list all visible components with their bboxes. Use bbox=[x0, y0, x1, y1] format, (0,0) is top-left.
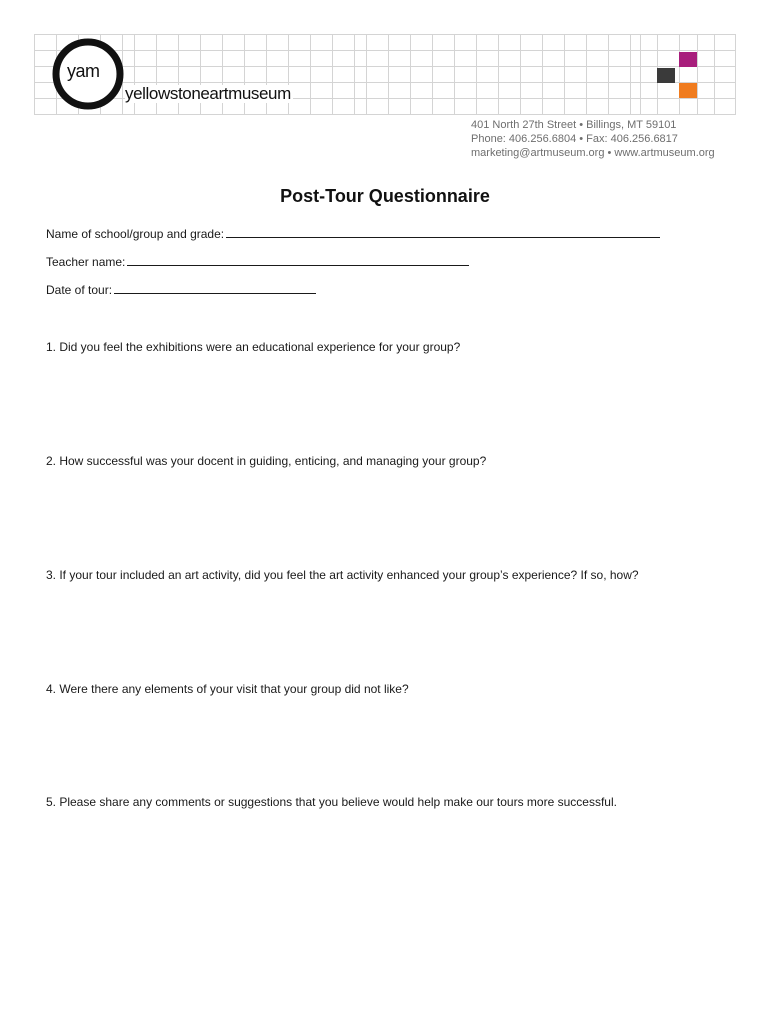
question-3: 3. If your tour included an art activity, did you feel the art activity enhanced your group’s experience? If so, how? bbox=[46, 568, 639, 582]
school-field-label: Name of school/group and grade: bbox=[46, 227, 225, 241]
page-title: Post-Tour Questionnaire bbox=[280, 186, 490, 206]
school-field-line[interactable] bbox=[226, 227, 660, 238]
teacher-field bbox=[46, 255, 469, 269]
question-2: 2. How successful was your docent in guiding, enticing, and managing your group? bbox=[46, 454, 487, 468]
museum-logo bbox=[52, 38, 124, 110]
date-field bbox=[46, 283, 316, 297]
logo-mark: yam bbox=[66, 62, 114, 80]
question-1: 1. Did you feel the exhibitions were an educational experience for your group? bbox=[46, 340, 461, 354]
magenta-square-icon bbox=[679, 52, 697, 67]
address-phone: Phone: 406.256.6804 • Fax: 406.256.6817 bbox=[471, 133, 678, 145]
teacher-field-line[interactable] bbox=[127, 255, 469, 266]
museum-wordmark: yellowstoneartmuseum bbox=[125, 84, 291, 103]
date-field-label: Date of tour: bbox=[46, 283, 113, 297]
question-5: 5. Please share any comments or suggestions that you believe would help make our tours more successful. bbox=[46, 795, 617, 809]
orange-square-icon bbox=[679, 83, 697, 98]
address-street: 401 North 27th Street • Billings, MT 59101 bbox=[471, 119, 677, 131]
date-field-line[interactable] bbox=[114, 283, 316, 294]
dark-square-icon bbox=[657, 68, 675, 83]
question-4: 4. Were there any elements of your visit that your group did not like? bbox=[46, 682, 409, 696]
museum-address bbox=[471, 118, 715, 160]
teacher-field-label: Teacher name: bbox=[46, 255, 126, 269]
school-field bbox=[46, 227, 660, 241]
letterhead-grid bbox=[34, 34, 736, 115]
address-web: marketing@artmuseum.org • www.artmuseum.org bbox=[471, 147, 715, 159]
